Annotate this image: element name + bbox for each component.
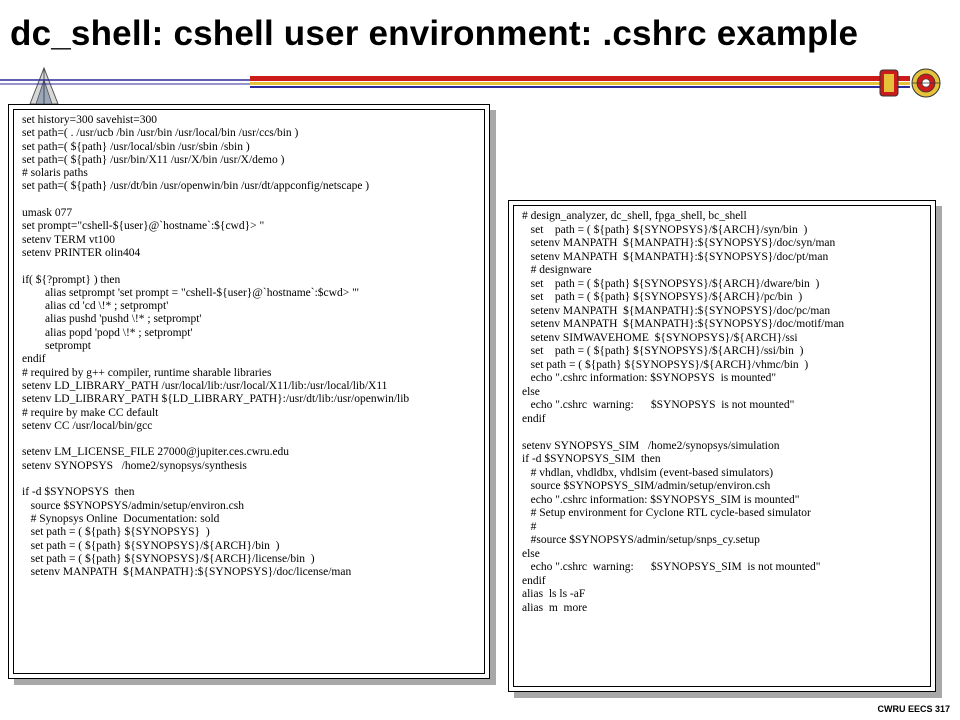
code-line: set path = ( ${path} ${SYNOPSYS}/${ARCH}/ssi/bin ) (522, 345, 804, 357)
code-line: echo ".cshrc warning: $SYNOPSYS is not mounted" (522, 399, 795, 411)
code-line (22, 194, 476, 207)
code-line: setenv SIMWAVEHOME ${SYNOPSYS}/${ARCH}/ssi (522, 331, 798, 344)
left-code-listing (13, 109, 485, 674)
code-line: set prompt="cshell-${user}@`hostname`:${cwd}> " (22, 220, 265, 233)
code-line: echo ".cshrc warning: $SYNOPSYS_SIM is not mounted" (522, 561, 821, 573)
code-line: setenv LD_LIBRARY_PATH ${LD_LIBRARY_PATH}:/usr/dt/lib:/usr/openwin/lib (22, 393, 410, 406)
code-line: alias cd 'cd \!* ; setprompt' (22, 300, 169, 313)
code-line: setenv MANPATH ${MANPATH}:${SYNOPSYS}/doc/pt/man (522, 250, 829, 263)
code-line: # designware (522, 264, 592, 276)
code-line: setenv MANPATH ${MANPATH}:${SYNOPSYS}/doc/motif/man (522, 318, 845, 330)
code-line: echo ".cshrc information: $SYNOPSYS_SIM is mounted" (522, 493, 800, 506)
right-code-listing (513, 205, 931, 687)
code-line: set path=( ${path} /usr/bin/X11 /usr/X/bin /usr/X/demo ) (22, 153, 285, 166)
code-line: source $SYNOPSYS/admin/setup/environ.csh (22, 499, 245, 512)
code-line: else (522, 547, 540, 560)
code-line: set path = ( ${path} ${SYNOPSYS}/${ARCH}/license/bin ) (22, 552, 315, 565)
code-line: # Synopsys Online Documentation: sold (22, 512, 220, 525)
code-line (522, 426, 922, 440)
code-line: echo ".cshrc information: $SYNOPSYS is mounted" (522, 372, 777, 384)
code-line: set path=( ${path} /usr/local/sbin /usr/sbin /sbin ) (22, 140, 250, 153)
code-line: # required by g++ compiler, runtime sharable libraries (22, 366, 272, 379)
code-line (22, 260, 476, 273)
code-line: setenv MANPATH ${MANPATH}:${SYNOPSYS}/doc/pc/man (522, 304, 831, 317)
code-line: setenv SYNOPSYS_SIM /home2/synopsys/simulation (522, 439, 780, 452)
code-line (22, 433, 476, 446)
code-line: # (522, 520, 537, 533)
code-line: # solaris paths (22, 167, 88, 180)
code-line: set path = ( ${path} ${SYNOPSYS}/${ARCH}/vhmc/bin ) (522, 358, 809, 371)
code-line: setenv MANPATH ${MANPATH}:${SYNOPSYS}/doc/syn/man (522, 237, 836, 249)
code-line: alias setprompt 'set prompt = "cshell-${user}@`hostname`:$cwd> "' (22, 286, 359, 299)
code-line: # Setup environment for Cyclone RTL cycle-based simulator (522, 507, 811, 519)
code-line: alias m more (522, 601, 588, 614)
code-line: if -d $SYNOPSYS then (22, 486, 135, 499)
code-line: endif (522, 574, 546, 587)
code-line: set path = ( ${path} ${SYNOPSYS} ) (22, 526, 210, 539)
code-line: # require by make CC default (22, 406, 159, 419)
code-line (22, 473, 476, 486)
code-line: setenv TERM vt100 (22, 233, 116, 246)
code-line: #source $SYNOPSYS/admin/setup/snps_cy.setup (522, 534, 760, 546)
right-code-panel (508, 200, 936, 692)
code-line: source $SYNOPSYS_SIM/admin/setup/environ.csh (522, 480, 771, 492)
code-line: setenv LD_LIBRARY_PATH /usr/local/lib:/usr/local/X11/lib:/usr/local/lib/X11 (22, 379, 388, 392)
footer-label: CWRU EECS 317 (877, 704, 950, 714)
code-line: set path=( ${path} /usr/dt/bin /usr/openwin/bin /usr/dt/appconfig/netscape ) (22, 180, 370, 193)
code-line: # design_analyzer, dc_shell, fpga_shell, bc_shell (522, 210, 747, 222)
code-line: set path = ( ${path} ${SYNOPSYS}/${ARCH}/pc/bin ) (522, 291, 803, 303)
code-line: alias pushd 'pushd \!* ; setprompt' (22, 313, 202, 326)
starship-icon (30, 68, 58, 104)
code-line: setenv MANPATH ${MANPATH}:${SYNOPSYS}/doc/license/man (22, 566, 352, 579)
code-line: umask 077 (22, 207, 73, 220)
code-line: # vhdlan, vhdldbx, vhdlsim (event-based simulators) (522, 466, 774, 479)
code-line: alias ls ls -aF (522, 588, 586, 600)
code-line: if( ${?prompt} ) then (22, 273, 121, 286)
code-line: set path = ( ${path} ${SYNOPSYS}/${ARCH}/dware/bin ) (522, 277, 820, 290)
left-code-panel (8, 104, 490, 679)
code-line: setprompt (22, 340, 91, 353)
code-line: alias popd 'popd \!* ; setprompt' (22, 326, 193, 339)
code-line: setenv LM_LICENSE_FILE 27000@jupiter.ces.cwru.edu (22, 446, 290, 459)
code-line: else (522, 385, 540, 398)
slide-title: dc_shell: cshell user environment: .cshrc example (10, 14, 859, 53)
code-line: endif (22, 353, 46, 366)
code-line: if -d $SYNOPSYS_SIM then (522, 453, 661, 465)
code-line: setenv SYNOPSYS /home2/synopsys/synthesis (22, 459, 247, 472)
code-line: set path=( . /usr/ucb /bin /usr/bin /usr/local/bin /usr/ccs/bin ) (22, 127, 299, 140)
code-line: endif (522, 412, 546, 425)
code-line: setenv CC /usr/local/bin/gcc (22, 419, 153, 432)
code-line: setenv PRINTER olin404 (22, 246, 141, 259)
code-line: set path = ( ${path} ${SYNOPSYS}/${ARCH}/bin ) (22, 539, 280, 552)
code-line: set path = ( ${path} ${SYNOPSYS}/${ARCH}/syn/bin ) (522, 223, 808, 236)
code-line: set history=300 savehist=300 (22, 114, 157, 126)
